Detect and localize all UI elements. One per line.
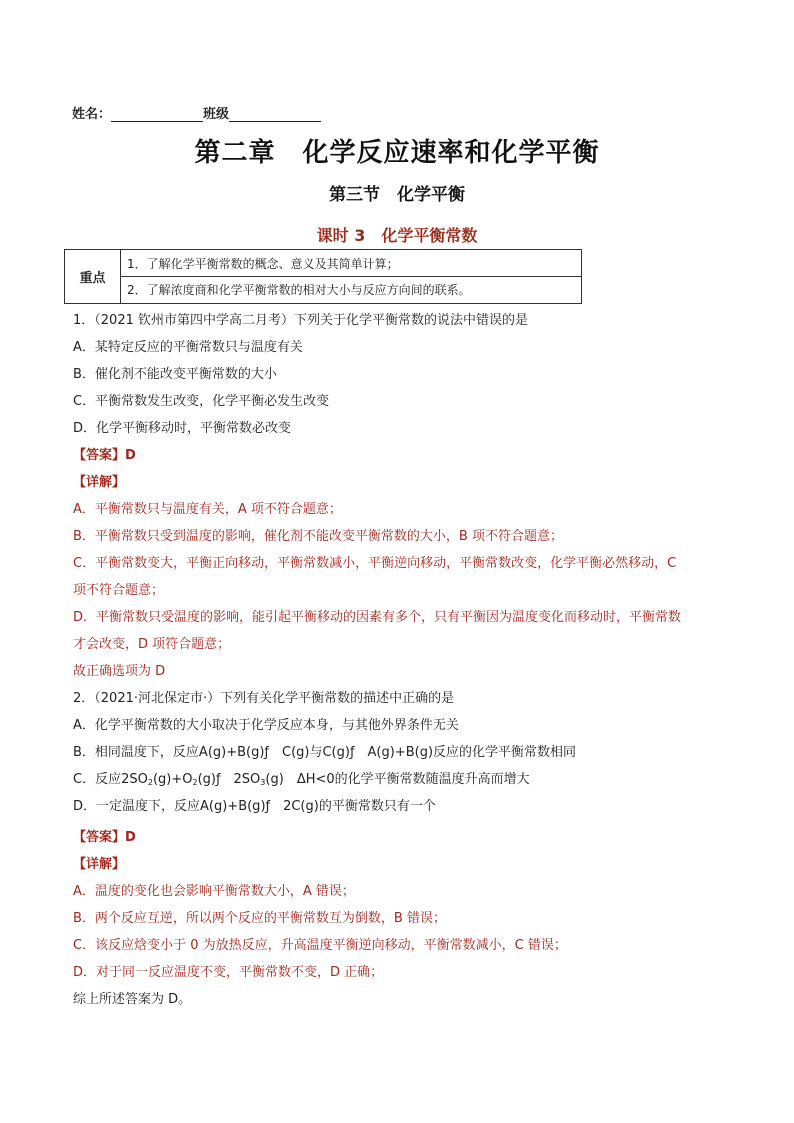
q2-option-c-enthalpy: ΔH<0	[296, 772, 335, 787]
q2-option-b-mid: 与	[309, 745, 323, 760]
q1-answer: 【答案】D	[73, 448, 136, 463]
q2-detail-label: 【详解】	[73, 857, 126, 872]
q2-explanation-b: B．两个反应互逆，所以两个反应的平衡常数互为倒数，B 错误；	[73, 911, 446, 926]
q1-explanation-c-cont: 项不符合题意；	[73, 583, 165, 598]
key-point-2: 2．了解浓度商和化学平衡常数的相对大小与反应方向间的联系。	[127, 283, 471, 297]
q2-option-d	[73, 795, 436, 814]
key-point-1: 1．了解化学平衡常数的概念、意义及其简单计算；	[127, 257, 399, 271]
q2-stem: 2．（2021·河北保定市·）下列有关化学平衡常数的描述中正确的是	[73, 691, 455, 706]
q1-conclusion: 故正确选项为 D	[73, 664, 166, 679]
q1-explanation-b: B．平衡常数只受到温度的影响，催化剂不能改变平衡常数的大小，B 项不符合题意；	[73, 529, 563, 544]
q2-option-c	[73, 768, 530, 787]
q1-detail-label: 【详解】	[73, 475, 126, 490]
q2-option-b-equation-1: A(g)+B(g)ƒ C(g)	[198, 745, 310, 760]
q1-option-a: A．某特定反应的平衡常数只与温度有关	[73, 340, 303, 355]
q1-option-b: B．催化剂不能改变平衡常数的大小	[73, 367, 277, 382]
q2-explanation-a: A．温度的变化也会影响平衡常数大小，A 错误；	[73, 884, 355, 899]
q2-option-a: A．化学平衡常数的大小取决于化学反应本身，与其他外界条件无关	[73, 718, 459, 733]
q2-option-c-o2: (g)+O	[152, 772, 193, 787]
q1-explanation-d: D．平衡常数只受温度的影响，能引起平衡移动的因素有多个，只有平衡因为温度变化而移动时，平衡常数	[73, 610, 682, 625]
class-label: 班级	[203, 107, 230, 122]
q2-option-b-equation-2: C(g)ƒ A(g)+B(g)	[322, 745, 434, 760]
q2-option-d-prefix: D．一定温度下，反应	[73, 799, 201, 814]
name-label: 姓名：	[72, 107, 112, 122]
q1-option-c: C．平衡常数发生改变，化学平衡必发生改变	[73, 394, 330, 409]
class-blank[interactable]	[229, 107, 321, 122]
q1-option-d: D．化学平衡移动时，平衡常数必改变	[73, 421, 292, 436]
subscript: 2	[147, 778, 153, 787]
q2-option-c-suffix: 的化学平衡常数随温度升高而增大	[334, 772, 530, 787]
q1-stem: 1．（2021 钦州市第四中学高二月考）下列关于化学平衡常数的说法中错误的是	[73, 313, 528, 328]
subscript: 2	[192, 778, 198, 787]
name-blank[interactable]	[111, 107, 203, 122]
section-title: 第三节 化学平衡	[329, 185, 465, 205]
chapter-title: 第二章 化学反应速率和化学平衡	[194, 138, 600, 168]
q1-explanation-d-cont: 才会改变，D 项符合题意；	[73, 637, 231, 652]
lesson-title: 课时 3 化学平衡常数	[316, 226, 478, 245]
q2-option-b-suffix: 反应的化学平衡常数相同	[433, 745, 577, 760]
q2-option-b-prefix: B．相同温度下，反应	[73, 745, 199, 760]
q2-explanation-d: D．对于同一反应温度不变，平衡常数不变，D 正确；	[73, 965, 384, 980]
q2-option-c-phase: (g)	[265, 772, 284, 787]
name-class-line	[72, 103, 321, 122]
q2-option-d-equation: A(g)+B(g)ƒ 2C(g)	[200, 799, 319, 814]
q2-option-d-suffix: 的平衡常数只有一个	[318, 799, 436, 814]
q2-answer: 【答案】D	[73, 830, 136, 845]
q2-conclusion: 综上所述答案为 D。	[73, 992, 192, 1007]
q2-option-c-so2: 2SO	[121, 772, 148, 787]
q2-option-c-prefix: C．反应	[73, 772, 122, 787]
q1-explanation-c: C．平衡常数变大，平衡正向移动，平衡常数减小，平衡逆向移动，平衡常数改变，化学平衡必然移动，C	[73, 556, 677, 571]
key-points-divider	[120, 276, 581, 277]
q1-explanation-a: A．平衡常数只与温度有关，A 项不符合题意；	[73, 502, 342, 517]
q2-option-c-so3: (g)ƒ 2SO	[197, 772, 261, 787]
subscript: 3	[260, 778, 266, 787]
q2-option-b	[73, 741, 576, 760]
key-points-label: 重点	[65, 250, 121, 303]
q2-explanation-c: C．该反应焓变小于 0 为放热反应，升高温度平衡逆向移动，平衡常数减小，C 错误；	[73, 938, 567, 953]
key-points-box	[64, 249, 582, 304]
